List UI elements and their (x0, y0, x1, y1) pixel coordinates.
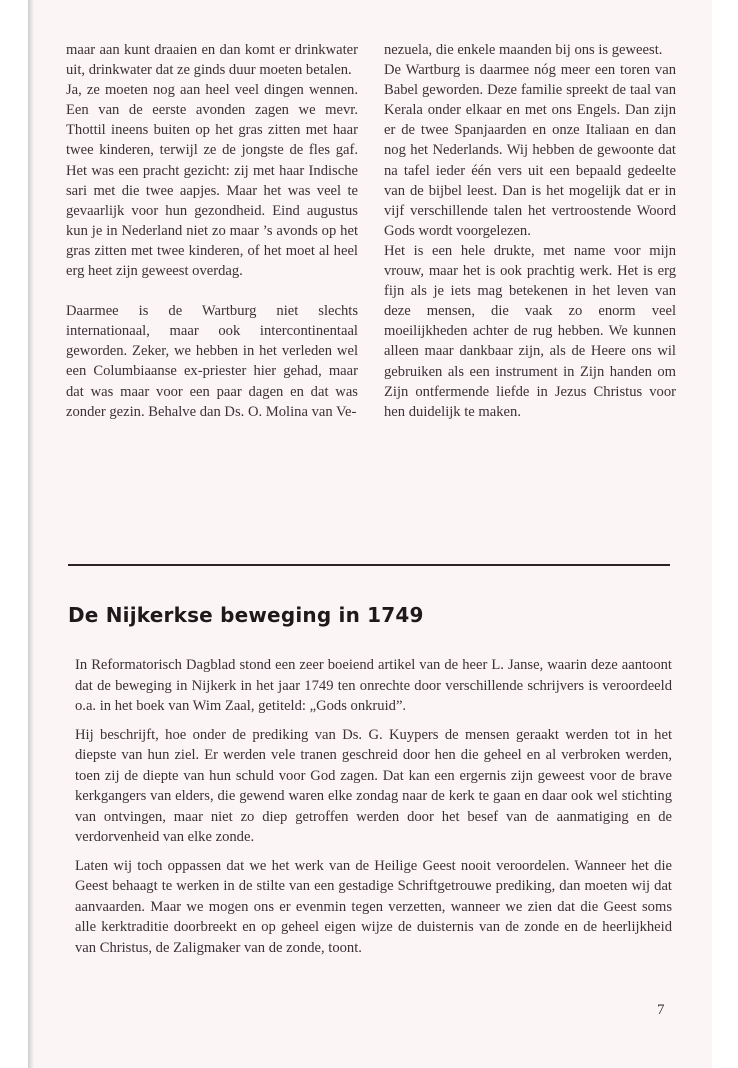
article-title: De Nijkerkse beweging in 1749 (68, 603, 424, 627)
page-number: 7 (657, 1002, 665, 1018)
right-paragraph-1: nezuela, die enkele maanden bij ons is geweest. (384, 42, 663, 58)
left-column (66, 40, 358, 422)
left-paragraph-3: Daarmee is de Wartburg niet slechts internationaal, maar ook intercontinentaal geworden. Zeker, we hebben in het verleden wel een Columbiaanse ex-priester hier gehad, maar dat was maar voor een paar dagen en dat was zonder gezin. Behalve dan Ds. O. Molina van Ve- (66, 303, 358, 420)
article-paragraph-2: Hij beschrijft, hoe onder de prediking van Ds. G. Kuypers de mensen geraakt werden tot in het diepste van hun ziel. Er werden vele tranen geschreid door hen die geheel en al verbroken werden, toen zij de diepte van hun schuld voor God zagen. Dat kan een ergernis zijn geweest voor de brave kerkgangers van elders, die gewend waren elke zondag naar de kerk te gaan en daar ook wel stichting van ontvingen, maar niet zo diep getroffen werden door het besef van de aanmatiging en de verdorvenheid van elke zonde. (75, 726, 672, 845)
right-paragraph-2: De Wartburg is daarmee nóg meer een toren van Babel geworden. Deze familie spreekt de taal van Kerala onder elkaar en met ons Engels. Dan zijn er de twee Spanjaarden en onze Italiaan en dan nog het Nederlands. Wij hebben de gewoonte dat na tafel ieder één vers uit een bepaald gedeelte van de bijbel leest. Dan is het mogelijk dat er in vijf verschillende talen het vertroostende Woord Gods wordt voorgelezen. (384, 62, 676, 239)
section-divider (68, 564, 670, 566)
article-body (75, 655, 672, 966)
article-paragraph-3: Laten wij toch oppassen dat we het werk van de Heilige Geest nooit veroordelen. Wanneer het die Geest behaagt te werken in de stilte van een gestadige Schriftgetrouwe prediking, dan moeten wij dat aanvaarden. Maar we mogen ons er evenmin tegen verzetten, wanneer we zien dat die Geest soms alle kerktraditie doorbreekt en op geheel eigen wijze de duisternis van de zonde en de heerlijkheid van Christus, de Zaligmaker van de zonde, toont. (75, 857, 672, 956)
page-edge-shadow (28, 0, 34, 1068)
left-paragraph-2: Ja, ze moeten nog aan heel veel dingen wennen. Een van de eerste avonden zagen we mevr. Thottil ineens buiten op het gras zitten met haar twee kinderen, terwijl ze de jongste de fles gaf. Het was een pracht gezicht: zij met haar Indische sari met die twee aapjes. Maar het was veel te gevaarlijk voor hun gezondheid. Eind augustus kun je in Nederland niet zo maar ’s avonds op het gras zitten met twee kinderen, of het moet al heel erg heet zijn geweest overdag. (66, 82, 358, 280)
right-column (384, 40, 676, 422)
left-paragraph-1: maar aan kunt draaien en dan komt er drinkwater uit, drinkwater dat ze ginds duur moeten betalen. (66, 42, 358, 79)
article-paragraph-1: In Reformatorisch Dagblad stond een zeer boeiend artikel van de heer L. Janse, waarin deze aantoont dat de beweging in Nijkerk in het jaar 1749 ten onrechte door verschillende schrijvers is veroordeeld o.a. in het boek van Wim Zaal, getiteld: „Gods onkruid”. (75, 657, 672, 714)
right-paragraph-3: Het is een hele drukte, met name voor mijn vrouw, maar het is ook prachtig werk. Het is erg fijn als je iets mag betekenen in het leven van deze mensen, die vaak zo enorm veel moeilijkheden achter de rug hebben. We kunnen alleen maar dankbaar zijn, als de Heere ons wil gebruiken als een instrument in Zijn handen om Zijn ontfermende liefde in Jezus Christus voor hen duidelijk te maken. (384, 242, 676, 420)
